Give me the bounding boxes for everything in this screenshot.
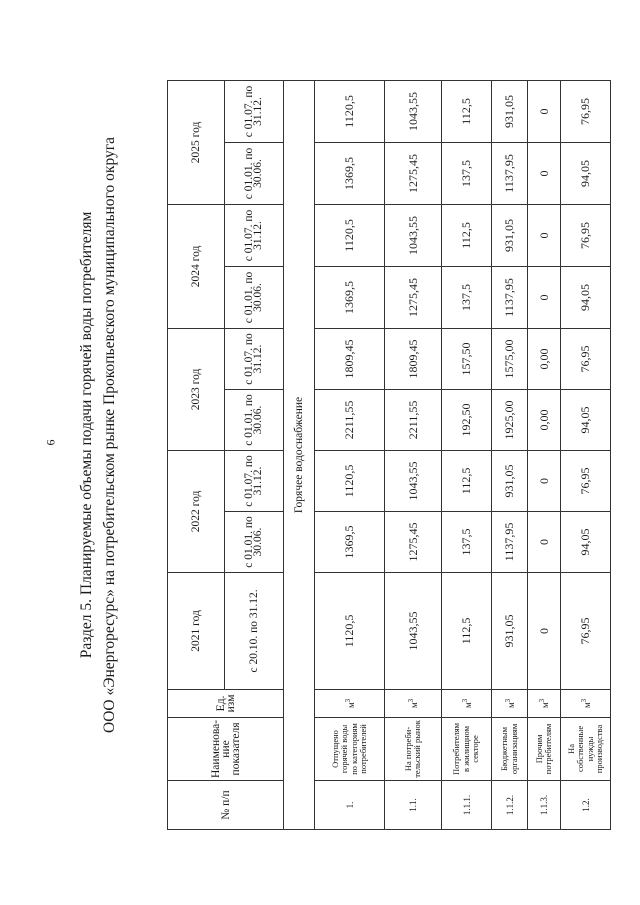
cell-value: 157,50 (442, 328, 492, 389)
row-name: На собственные нужды производства (561, 717, 611, 780)
cell-value: 1575,00 (492, 328, 528, 389)
cell-value: 1137,95 (492, 511, 528, 572)
header-year: 2023 год (168, 328, 225, 450)
cell-value: 137,5 (442, 142, 492, 204)
section-title: Раздел 5. Планируемые объемы подачи горячей воды потребителям (78, 211, 95, 659)
header-name: Наименова-ние показателя (168, 717, 284, 780)
period-h2: с 01.07. по 31.12. (225, 204, 284, 266)
header-num: № п/п (168, 781, 284, 830)
cell-value: 1120,5 (315, 204, 385, 266)
header-unit: Ед. изм (168, 689, 284, 717)
row-name: Отпущено горячей воды по категориям потребителей (315, 717, 385, 780)
cell-value: 1120,5 (315, 80, 385, 142)
row-name: Потребителям в жилищном секторе (442, 717, 492, 780)
cell-value: 94,05 (561, 511, 611, 572)
period-h1: с 01.01. по 30.06. (225, 511, 284, 572)
cell-value: 0 (528, 511, 561, 572)
cell-value: 931,05 (492, 450, 528, 511)
cell-value: 76,95 (561, 328, 611, 389)
header-year: 2024 год (168, 204, 225, 328)
cell-value: 137,5 (442, 511, 492, 572)
cell-value: 112,5 (442, 204, 492, 266)
row-num: 1.1.1. (442, 781, 492, 830)
rotated-page-content (70, 40, 625, 830)
row-unit: $м^3$ (528, 689, 561, 717)
row-num: 1.1.3. (528, 781, 561, 830)
cell-value: 94,05 (561, 142, 611, 204)
cell-value: 0 (528, 204, 561, 266)
table-row (442, 80, 492, 829)
cell-value: 94,05 (561, 389, 611, 450)
water-supply-table (167, 80, 611, 830)
row-unit: $м^3$ (385, 689, 442, 717)
cell-value: 1809,45 (385, 328, 442, 389)
cell-value: 1120,5 (315, 572, 385, 689)
cell-value: 1137,95 (492, 142, 528, 204)
period-h2: с 01.07. по 31.12. (225, 328, 284, 389)
cell-value: 1120,5 (315, 450, 385, 511)
cell-value: 931,05 (492, 204, 528, 266)
header-year: 2021 год (168, 572, 225, 689)
header-year: 2022 год (168, 450, 225, 572)
cell-value: 0,00 (528, 389, 561, 450)
cell-value: 76,95 (561, 204, 611, 266)
row-unit: $м^3$ (315, 689, 385, 717)
row-name: На потреби-тельский рынок (385, 717, 442, 780)
table-row (528, 80, 561, 829)
cell-value: 1137,95 (492, 266, 528, 328)
cell-value: 1369,5 (315, 266, 385, 328)
cell-value: 0,00 (528, 328, 561, 389)
header-year: 2025 год (168, 80, 225, 204)
cell-value: 94,05 (561, 266, 611, 328)
cell-value: 1275,45 (385, 266, 442, 328)
cell-value: 76,95 (561, 572, 611, 689)
cell-value: 1925,00 (492, 389, 528, 450)
row-num: 1.1. (385, 781, 442, 830)
cell-value: 112,5 (442, 572, 492, 689)
row-name: Прочим потребителям (528, 717, 561, 780)
row-num: 1.1.2. (492, 781, 528, 830)
cell-value: 2211,55 (315, 389, 385, 450)
table-row (492, 80, 528, 829)
period-h1: с 01.01. по 30.06. (225, 389, 284, 450)
cell-value: 112,5 (442, 80, 492, 142)
cell-value: 1043,55 (385, 204, 442, 266)
cell-value: 1043,55 (385, 80, 442, 142)
period-h1: с 01.01. по 30.06. (225, 266, 284, 328)
row-name: Бюджетным организациям (492, 717, 528, 780)
cell-value: 0 (528, 266, 561, 328)
cell-value: 931,05 (492, 572, 528, 689)
period-2021: с 20.10. по 31.12. (225, 572, 284, 689)
cell-value: 1043,55 (385, 450, 442, 511)
row-num: 1. (315, 781, 385, 830)
period-h2: с 01.07. по 31.12. (225, 450, 284, 511)
cell-value: 137,5 (442, 266, 492, 328)
period-h2: с 01.07. по 31.12. (225, 80, 284, 142)
section-subtitle: ООО «Энергоресурс» на потребительском рынке Прокопьевского муниципального округа (101, 137, 118, 733)
table-row (315, 80, 385, 829)
cell-value: 1043,55 (385, 572, 442, 689)
cell-value: 1369,5 (315, 511, 385, 572)
row-unit: $м^3$ (561, 689, 611, 717)
period-h1: с 01.01. по 30.06. (225, 142, 284, 204)
cell-value: 0 (528, 80, 561, 142)
cell-value: 0 (528, 142, 561, 204)
cell-value: 2211,55 (385, 389, 442, 450)
cell-value: 192,50 (442, 389, 492, 450)
cell-value: 76,95 (561, 450, 611, 511)
table-row (385, 80, 442, 829)
cell-value: 0 (528, 450, 561, 511)
cell-value: 1809,45 (315, 328, 385, 389)
cell-value: 1275,45 (385, 511, 442, 572)
row-unit: $м^3$ (492, 689, 528, 717)
cell-value: 76,95 (561, 80, 611, 142)
page-number: 6 (43, 439, 58, 446)
row-num: 1.2. (561, 781, 611, 830)
cell-value: 112,5 (442, 450, 492, 511)
row-unit: $м^3$ (442, 689, 492, 717)
cell-value: 0 (528, 572, 561, 689)
cell-value: 931,05 (492, 80, 528, 142)
table-row (561, 80, 611, 829)
section-row-label: Горячее водоснабжение (284, 80, 315, 829)
cell-value: 1275,45 (385, 142, 442, 204)
cell-value: 1369,5 (315, 142, 385, 204)
